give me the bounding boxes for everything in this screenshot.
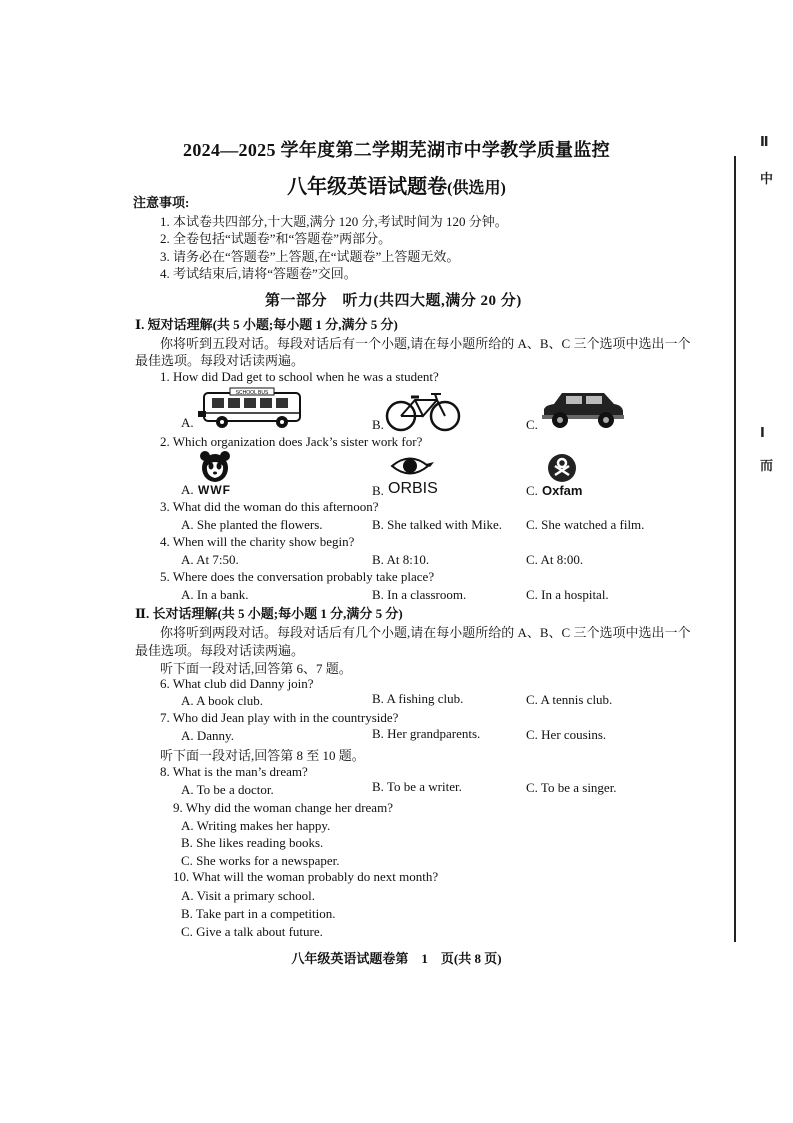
q10-option-c: C. Give a talk about future.: [181, 924, 323, 939]
margin-mark-2: 中: [760, 171, 774, 186]
question-2: 2. Which organization does Jack’s sister work for?: [160, 434, 423, 449]
question-9: 9. Why did the woman change her dream?: [173, 800, 393, 815]
q3-option-b: B. She talked with Mike.: [372, 517, 502, 532]
section1-instruction-cont: 最佳选项。每段对话读两遍。: [135, 353, 305, 368]
q8-option-c: C. To be a singer.: [526, 780, 617, 795]
section2-instruction: 你将听到两段对话。每段对话后有几个小题,请在每小题所给的 A、B、C 三个选项中选出一个: [160, 625, 691, 640]
q4-option-a: A. At 7:50.: [181, 552, 239, 567]
q1-option-c-label: C.: [526, 417, 538, 432]
exam-title-main: [0, 170, 793, 199]
q6-option-c: C. A tennis club.: [526, 692, 613, 707]
q10-option-b: B. Take part in a competition.: [181, 906, 336, 921]
notice-heading: 注意事项:: [133, 195, 190, 210]
question-7: 7. Who did Jean play with in the countryside?: [160, 710, 399, 725]
q9-option-c: C. She works for a newspaper.: [181, 853, 340, 868]
wwf-logo-text: WWF: [198, 483, 231, 497]
question-4: 4. When will the charity show begin?: [160, 534, 355, 549]
car-image: [540, 387, 626, 436]
q1-option-a-label: A.: [181, 415, 194, 430]
q4-option-c: C. At 8:00.: [526, 552, 584, 567]
margin-mark-4: 而: [760, 458, 774, 473]
binding-line: [734, 156, 736, 942]
listen-instruction-1: 听下面一段对话,回答第 6、7 题。: [160, 661, 352, 676]
q6-option-a: A. A book club.: [181, 693, 263, 708]
q1-option-b-label: B.: [372, 417, 384, 432]
exam-title-sub: (供选用): [447, 180, 506, 197]
question-5: 5. Where does the conversation probably take place?: [160, 569, 435, 584]
exam-title-line1: 2024—2025 学年度第二学期芜湖市中学教学质量监控: [183, 140, 610, 160]
notice-item: 4. 考试结束后,请将“答题卷”交回。: [160, 266, 357, 281]
q9-option-a: A. Writing makes her happy.: [181, 818, 331, 833]
q3-option-c: C. She watched a film.: [526, 517, 645, 532]
notice-item: 2. 全卷包括“试题卷”和“答题卷”两部分。: [160, 231, 392, 246]
q2-option-b-label: B.: [372, 483, 384, 498]
exam-title-text: 八年级英语试题卷: [287, 176, 448, 198]
q6-option-b: B. A fishing club.: [372, 691, 464, 706]
q5-option-b: B. In a classroom.: [372, 587, 467, 602]
listen-instruction-2: 听下面一段对话,回答第 8 至 10 题。: [160, 748, 365, 763]
question-10: 10. What will the woman probably do next month?: [173, 869, 439, 884]
q3-option-a: A. She planted the flowers.: [181, 517, 323, 532]
bicycle-image: [385, 392, 461, 437]
q2-option-a-label: A.: [181, 482, 194, 497]
margin-mark-1: Ⅱ: [760, 134, 769, 149]
question-6: 6. What club did Danny join?: [160, 676, 314, 691]
bus-sign: SCHOOL BUS: [235, 390, 269, 396]
question-1: 1. How did Dad get to school when he was a student?: [160, 369, 439, 384]
notice-item: 1. 本试卷共四部分,十大题,满分 120 分,考试时间为 120 分钟。: [160, 214, 508, 229]
q9-option-b: B. She likes reading books.: [181, 835, 324, 850]
notice-item: 3. 请务必在“答题卷”上答题,在“试题卷”上答题无效。: [160, 249, 460, 264]
school-bus-image: [196, 385, 306, 436]
q7-option-b: B. Her grandparents.: [372, 726, 481, 741]
q7-option-a: A. Danny.: [181, 728, 234, 743]
q5-option-a: A. In a bank.: [181, 587, 249, 602]
question-8: 8. What is the man’s dream?: [160, 764, 308, 779]
section1-heading: Ⅰ. 短对话理解(共 5 小题;每小题 1 分,满分 5 分): [135, 317, 398, 332]
q2-option-c-label: C.: [526, 483, 538, 498]
oxfam-logo-text: Oxfam: [542, 483, 583, 498]
part1-title: 第一部分 听力(共四大题,满分 20 分): [265, 293, 522, 309]
section2-instruction-cont: 最佳选项。每段对话读两遍。: [135, 643, 305, 658]
page-footer: 八年级英语试题卷第 1 页(共 8 页): [291, 951, 502, 966]
q10-option-a: A. Visit a primary school.: [181, 888, 316, 903]
section2-heading: Ⅱ. 长对话理解(共 5 小题;每小题 1 分,满分 5 分): [135, 606, 403, 621]
q8-option-b: B. To be a writer.: [372, 779, 462, 794]
q4-option-b: B. At 8:10.: [372, 552, 430, 567]
q8-option-a: A. To be a doctor.: [181, 782, 274, 797]
section1-instruction: 你将听到五段对话。每段对话后有一个小题,请在每小题所给的 A、B、C 三个选项中选出一个: [160, 336, 691, 351]
orbis-logo-text: ORBIS: [388, 480, 438, 497]
q7-option-c: C. Her cousins.: [526, 727, 607, 742]
q5-option-c: C. In a hospital.: [526, 587, 609, 602]
margin-mark-3: Ⅰ: [760, 425, 765, 440]
question-3: 3. What did the woman do this afternoon?: [160, 499, 379, 514]
